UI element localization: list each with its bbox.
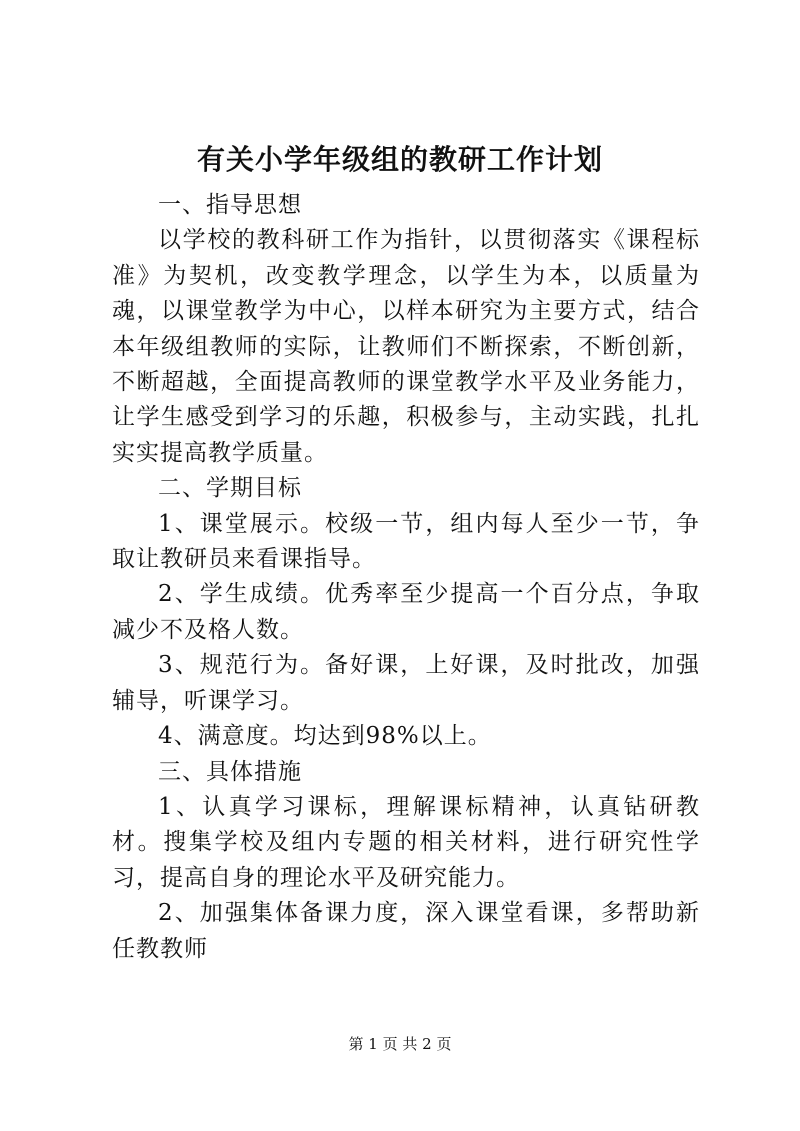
measure-item-collective-lesson-prep: 2、加强集体备课力度，深入课堂看课，多帮助新任教教师 xyxy=(112,900,700,962)
paragraph-guiding-ideology: 以学校的教科研工作为指针，以贯彻落实《课程标准》为契机，改变教学理念，以学生为本，以质量为魂，以课堂教学为中心，以样本研究为主要方式，结合本年级组教师的实际，让教师们不断探索，不断创新，不断超越，全面提高教师的课堂教学水平及业务能力，让学生感受到学习的乐趣，积极参与，主动实践，扎扎实实提高教学质量。 xyxy=(112,227,700,466)
goal-item-standard-behavior: 3、规范行为。备好课，上好课，及时批改，加强辅导，听课学习。 xyxy=(112,652,700,714)
heading-specific-measures: 三、具体措施 xyxy=(158,758,302,785)
goal-item-satisfaction: 4、满意度。均达到98%以上。 xyxy=(158,723,492,750)
measure-item-study-standards: 1、认真学习课标，理解课标精神，认真钻研教材。搜集学校及组内专题的相关材料，进行研究性学习，提高自身的理论水平及研究能力。 xyxy=(112,793,700,891)
heading-guiding-ideology: 一、指导思想 xyxy=(158,192,302,218)
document-title: 有关小学年级组的教研工作计划 xyxy=(196,143,603,176)
heading-semester-goals: 二、学期目标 xyxy=(158,475,302,502)
document-body xyxy=(112,188,700,967)
goal-item-classroom-display: 1、课堂展示。校级一节，组内每人至少一节，争取让教研员来看课指导。 xyxy=(112,510,700,573)
page-number-footer: 第 1 页 共 2 页 xyxy=(348,1035,452,1053)
goal-item-student-scores: 2、学生成绩。优秀率至少提高一个百分点，争取减少不及格人数。 xyxy=(112,581,700,643)
